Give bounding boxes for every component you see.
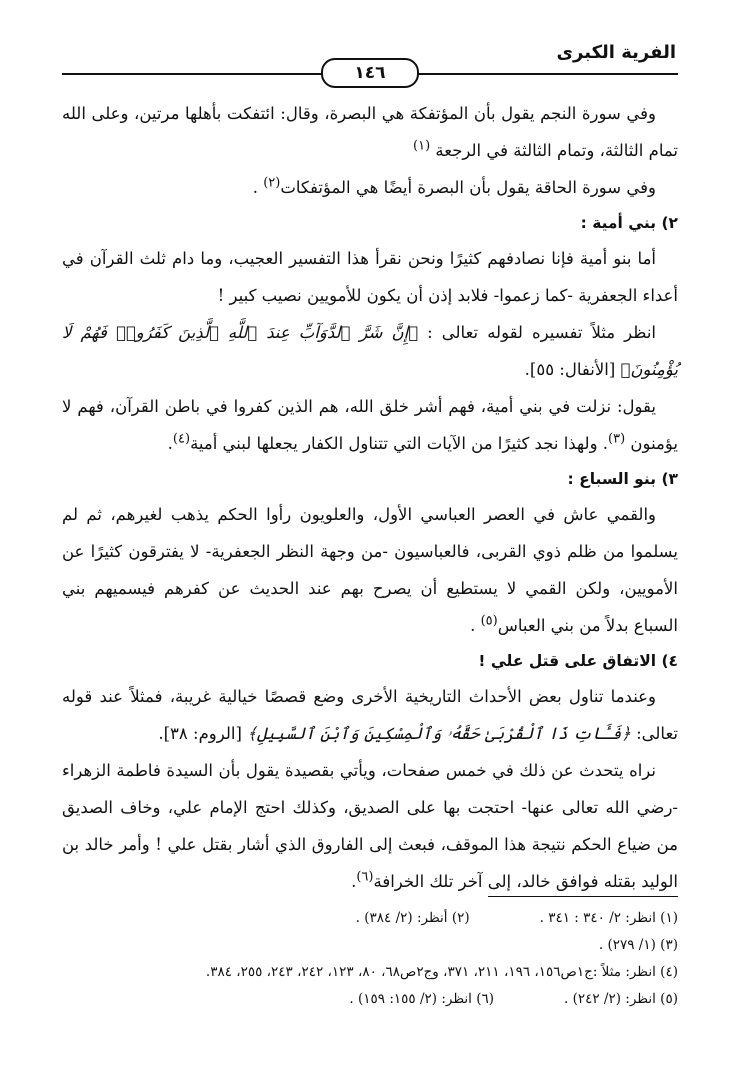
verse-citation: [الأنفال: ٥٥].	[524, 360, 616, 379]
footnote-ref: (١)	[413, 138, 431, 154]
quran-verse: ﴿فَـَٔاتِ ذَا ٱلْقُرْبَىٰ حَقَّهُۥ وَٱلْمِسْكِينَ وَٱبْنَ ٱلسَّبِيلِ﴾	[247, 724, 631, 743]
page-body	[62, 95, 678, 900]
footnote-row	[62, 905, 678, 932]
paragraph	[62, 240, 678, 314]
paragraph-text: وعندما تناول بعض الأحداث التاريخية الأخرى وضع قصصًا خيالية غريبة، فمثلاً عند قوله تعالى:	[62, 687, 678, 743]
footnote-row	[62, 986, 678, 1013]
paragraph	[62, 496, 678, 644]
footnote-ref: (٢)	[263, 175, 281, 191]
footnote: (٥) انظر: (٢/ ٢٤٢) .	[564, 991, 678, 1007]
section-heading: ٢) بني أمية :	[580, 214, 678, 232]
footnote-ref: (٥)	[480, 613, 498, 629]
paragraph-text: وفي سورة النجم يقول بأن المؤتفكة هي البصرة، وقال: ائتفكت بأهلها مرتين، وعلى الله تمام الثالثة، وتمام الثالثة في الرجعة	[62, 104, 678, 160]
paragraph-end: .	[252, 178, 258, 197]
footnote: (٣) (١/ ٢٧٩) .	[598, 937, 678, 953]
paragraph-text: أما بنو أمية فإنا نصادفهم كثيرًا ونحن نقرأ هذا التفسير العجيب، وما دام ثلث القرآن في أعداء الجعفرية -كما زعموا- فلابد إذن أن يكون للأمويين نصيب كبير !	[62, 249, 678, 305]
paragraph	[62, 95, 678, 169]
section-heading: ٣) بنو السباع :	[567, 470, 678, 488]
paragraph-text: وفي سورة الحاقة يقول بأن البصرة أيضًا هي المؤتفكات	[280, 178, 656, 197]
footnote: (٢) أنظر: (٢/ ٣٨٤) .	[355, 910, 470, 926]
paragraph-text: يقول: نزلت في بني أمية، فهم أشر خلق الله، هم الذين كفروا في باطن القرآن، فهم لا يؤمنون	[62, 397, 678, 453]
verse-citation: [الروم: ٣٨].	[158, 724, 242, 743]
paragraph	[62, 169, 678, 206]
footnote-row	[62, 959, 678, 986]
footnote-ref: (٤)	[172, 431, 191, 447]
footnote: (١) انظر: ٢/ ٣٤٠ : ٣٤١ .	[539, 910, 678, 926]
paragraph-end: .	[470, 616, 476, 635]
page-number: ١٤٦	[321, 58, 419, 88]
paragraph	[62, 678, 678, 752]
paragraph-text: . ولهذا نجد كثيرًا من الآيات التي تتناول الكفار يجعلها لبني أمية	[190, 434, 609, 453]
page-header	[62, 40, 678, 88]
paragraph-text: انظر مثلاً تفسيره لقوله تعالى :	[427, 323, 656, 342]
footnotes	[62, 905, 678, 1013]
book-title: الفرية الكبرى	[556, 42, 676, 63]
section-heading: ٤) الاتفاق على قتل علي !	[478, 652, 678, 670]
footnote-rule	[488, 896, 678, 897]
quran-verse: ﴿إِنَّ شَرَّ ٱلدَّوَآبِّ عِندَ ٱللَّهِ ٱلَّذِينَ كَفَرُوا۟ فَهُمْ لَا يُؤْمِنُونَ﴾	[62, 323, 678, 379]
paragraph	[62, 752, 678, 900]
paragraph-text: والقمي عاش في العصر العباسي الأول، والعلويون رأوا الحكم يذهب لغيرهم، ثم لم يسلموا من ظلم ذوي القربى، فالعباسيون -من وجهة النظر الجعفرية- لا يفترقون كثيرًا عن الأمويين، ولكن القمي لا يستطيع أن يصرح بهم عند الحديث عن كفرهم فيسميهم بني السباع بدلاً من بني العباس	[62, 505, 678, 635]
paragraph	[62, 314, 678, 388]
footnote-ref: (٦)	[356, 869, 374, 885]
footnote: (٦) انظر: (٢/ ١٥٥: ١٥٩) .	[349, 991, 495, 1007]
footnote: (٤) انظر: مثلاً :ج١ص١٥٦، ١٩٦، ٢١١، ٣٧١، وج٢ص٦٨، ٨٠، ١٢٣، ٢٤٢، ٢٤٣، ٢٥٥، ٣٨٤.	[205, 964, 678, 980]
paragraph-text: نراه يتحدث عن ذلك في خمس صفحات، ويأتي بقصيدة يقول بأن السيدة فاطمة الزهراء -رضي الله تعالى عنها- احتجت بها على الصديق، وكذلك احتج الإمام علي، وخاف الصديق من ضياع الحكم نتيجة هذا الموقف، فبعث إلى الفاروق الذي أشار بقتل علي ! وأمر خالد بن الوليد بقتله فوافق خالد، إلى آخر تلك الخرافة	[62, 761, 678, 891]
paragraph	[62, 388, 678, 462]
paragraph-end: .	[167, 434, 173, 453]
footnote-row	[62, 932, 678, 959]
paragraph-end: .	[351, 872, 357, 891]
footnote-ref: (٣)	[608, 431, 626, 447]
